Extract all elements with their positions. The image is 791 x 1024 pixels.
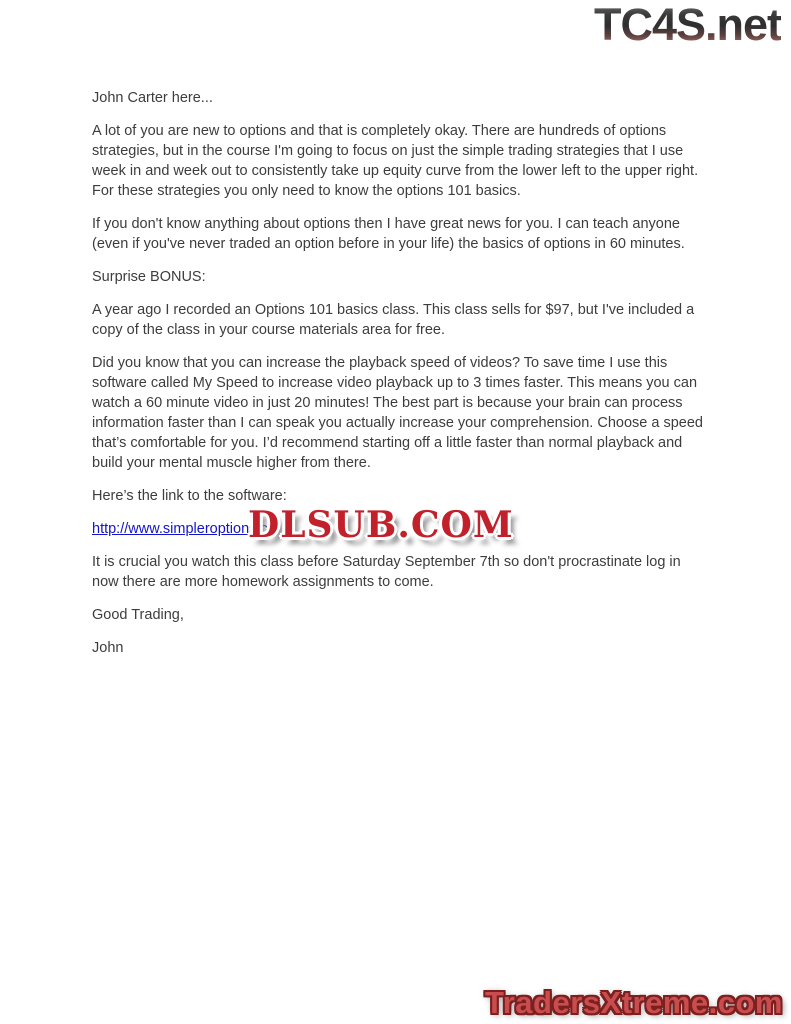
dlsub-watermark: DLSUB.COM xyxy=(248,504,514,546)
link-row xyxy=(92,504,710,546)
paragraph-options-101-class: A year ago I recorded an Options 101 basics class. This class sells for $97, but I've included a copy of the class in your course materials area for free. xyxy=(92,302,695,338)
paragraph-playback-speed: Did you know that you can increase the playback speed of videos? To save time I use this software called My Speed to increase video playback up to 3 times faster. This means you can watch a 60 minute video in just 20 minutes! The best part is because your brain can process information faster than I can speak you actually increase your comprehension. Choose a speed that’s comfortable for you. I’d recommend starting off a little faster than normal playback and build your mental muscle higher from there. xyxy=(92,355,703,471)
paragraph-surprise-bonus: Surprise BONUS: xyxy=(92,269,206,285)
tc4s-logo: TC4S.net xyxy=(593,0,781,50)
letter-body xyxy=(92,88,710,671)
paragraph-teach-anyone: If you don't know anything about options then I have great news for you. I can teach anyone (even if you've never traded an option before in your life) the basics of options in 60 minutes. xyxy=(92,216,685,252)
paragraph-options-intro: A lot of you are new to options and that is completely okay. There are hundreds of options strategies, but in the course I'm going to focus on just the simple trading strategies that I use week in and week out to consistently take up equity curve from the lower left to the upper right. For these strategies you only need to know the options 101 basics. xyxy=(92,123,699,199)
simpleroptions-link[interactable]: http://www.simpleroptions.c xyxy=(92,521,268,537)
paragraph-crucial-watch: It is crucial you watch this class before Saturday September 7th so don't procrastinate log in now there are more homework assignments to come. xyxy=(92,554,681,590)
paragraph-good-trading: Good Trading, xyxy=(92,607,184,623)
paragraph-signature: John xyxy=(92,640,124,656)
paragraph-link-intro: Here’s the link to the software: xyxy=(92,488,287,504)
paragraph-greeting: John Carter here... xyxy=(92,90,213,106)
tradersxtreme-logo: TradersXtreme.com xyxy=(485,985,783,1020)
